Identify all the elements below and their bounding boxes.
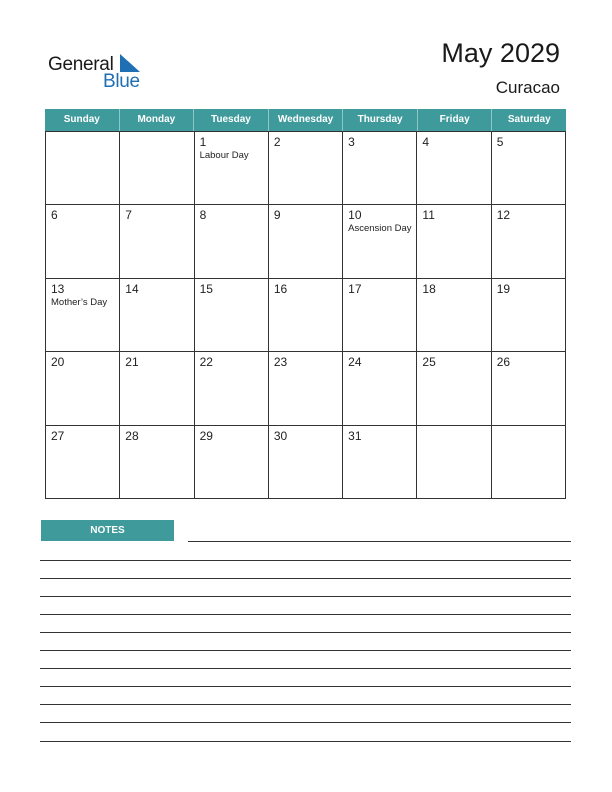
- day-cell: [269, 132, 343, 205]
- day-number: 21: [125, 355, 139, 370]
- day-number: 13: [51, 281, 65, 296]
- weekday-thursday: Thursday: [343, 109, 418, 131]
- day-number: 3: [348, 135, 355, 149]
- day-cell: [269, 205, 343, 278]
- notes-label: NOTES: [41, 520, 174, 541]
- day-cell: [46, 132, 120, 205]
- page-title: May 2029: [441, 38, 560, 68]
- day-number: 28: [125, 428, 139, 443]
- day-number: 30: [273, 428, 288, 443]
- day-number: 15: [199, 281, 213, 296]
- calendar: [45, 109, 566, 499]
- day-cell: [269, 279, 343, 352]
- notes-line: [40, 704, 571, 705]
- day-number: 7: [125, 208, 132, 223]
- notes-line: [40, 614, 571, 615]
- weekday-saturday: Saturday: [507, 114, 551, 125]
- day-cell: [195, 132, 269, 205]
- day-number: 9: [273, 208, 281, 223]
- day-cell: [343, 352, 417, 425]
- day-cell: [120, 426, 194, 499]
- holiday-label: Ascension Day: [348, 223, 412, 235]
- day-number: 10: [348, 208, 362, 223]
- notes-line: [40, 632, 571, 633]
- brand-logo: [48, 52, 158, 92]
- day-number: 24: [348, 355, 362, 370]
- day-number: 14: [125, 281, 139, 296]
- day-number: 16: [273, 281, 288, 296]
- notes-line: [40, 596, 571, 597]
- notes-line: [40, 722, 571, 723]
- weekday-tuesday: Tuesday: [194, 109, 269, 131]
- day-number: 12: [496, 208, 511, 223]
- day-cell: [120, 205, 194, 278]
- day-number: 17: [348, 281, 362, 296]
- calendar-grid: [45, 131, 566, 499]
- day-cell: [46, 205, 120, 278]
- day-cell: [120, 352, 194, 425]
- day-number: 11: [422, 208, 435, 223]
- day-number: 5: [496, 135, 504, 149]
- day-cell: [195, 352, 269, 425]
- notes-line: [40, 560, 571, 561]
- weekday-monday: Monday: [120, 109, 195, 131]
- day-cell: [269, 352, 343, 425]
- day-cell: [417, 279, 491, 352]
- notes-line: [40, 668, 571, 669]
- day-cell: [492, 132, 566, 205]
- day-number: 19: [496, 281, 511, 296]
- day-cell: [417, 205, 491, 278]
- weekday-header: [45, 109, 566, 131]
- triangle-flag-icon: [120, 54, 142, 72]
- day-number: 2: [273, 135, 281, 149]
- weekday-wednesday: Wednesday: [269, 109, 344, 131]
- day-cell: [46, 279, 120, 352]
- day-cell: [492, 426, 566, 499]
- day-cell: [195, 279, 269, 352]
- notes-line: [188, 541, 571, 542]
- day-cell: [492, 205, 566, 278]
- day-cell: [195, 426, 269, 499]
- notes-line: [40, 650, 571, 651]
- day-number: 29: [199, 428, 213, 443]
- day-cell: [46, 426, 120, 499]
- day-number: 23: [273, 355, 288, 370]
- notes-line: [40, 578, 571, 579]
- day-number: 6: [51, 208, 58, 223]
- brand-general-text: General: [48, 54, 114, 75]
- holiday-label: Labour Day: [199, 150, 249, 161]
- day-number: 26: [496, 355, 511, 370]
- weekday-sunday: Sunday: [45, 109, 120, 131]
- day-cell: [269, 426, 343, 499]
- day-number: 31: [348, 428, 362, 443]
- notes-line: [40, 741, 571, 742]
- page-subtitle: Curacao: [495, 78, 560, 97]
- day-cell: [417, 132, 491, 205]
- day-cell: [343, 426, 417, 499]
- holiday-label: Mother’s Day: [51, 296, 108, 308]
- day-number: 27: [51, 428, 65, 443]
- day-cell: [343, 205, 417, 278]
- notes-line: [40, 686, 571, 687]
- day-number: 25: [422, 355, 436, 370]
- day-cell: [343, 132, 417, 205]
- day-cell: [417, 426, 491, 499]
- day-cell: [120, 132, 194, 205]
- weekday-friday: Friday: [418, 109, 493, 131]
- day-number: 1: [199, 135, 207, 149]
- brand-blue-text: Blue: [103, 71, 140, 92]
- day-cell: [46, 352, 120, 425]
- day-cell: [195, 205, 269, 278]
- day-cell: [120, 279, 194, 352]
- day-cell: [417, 352, 491, 425]
- day-number: 22: [199, 355, 213, 370]
- day-cell: [492, 352, 566, 425]
- day-number: 20: [51, 355, 65, 370]
- day-number: 18: [422, 281, 436, 296]
- day-cell: [343, 279, 417, 352]
- day-number: 4: [422, 135, 430, 149]
- day-number: 8: [199, 208, 207, 223]
- day-cell: [492, 279, 566, 352]
